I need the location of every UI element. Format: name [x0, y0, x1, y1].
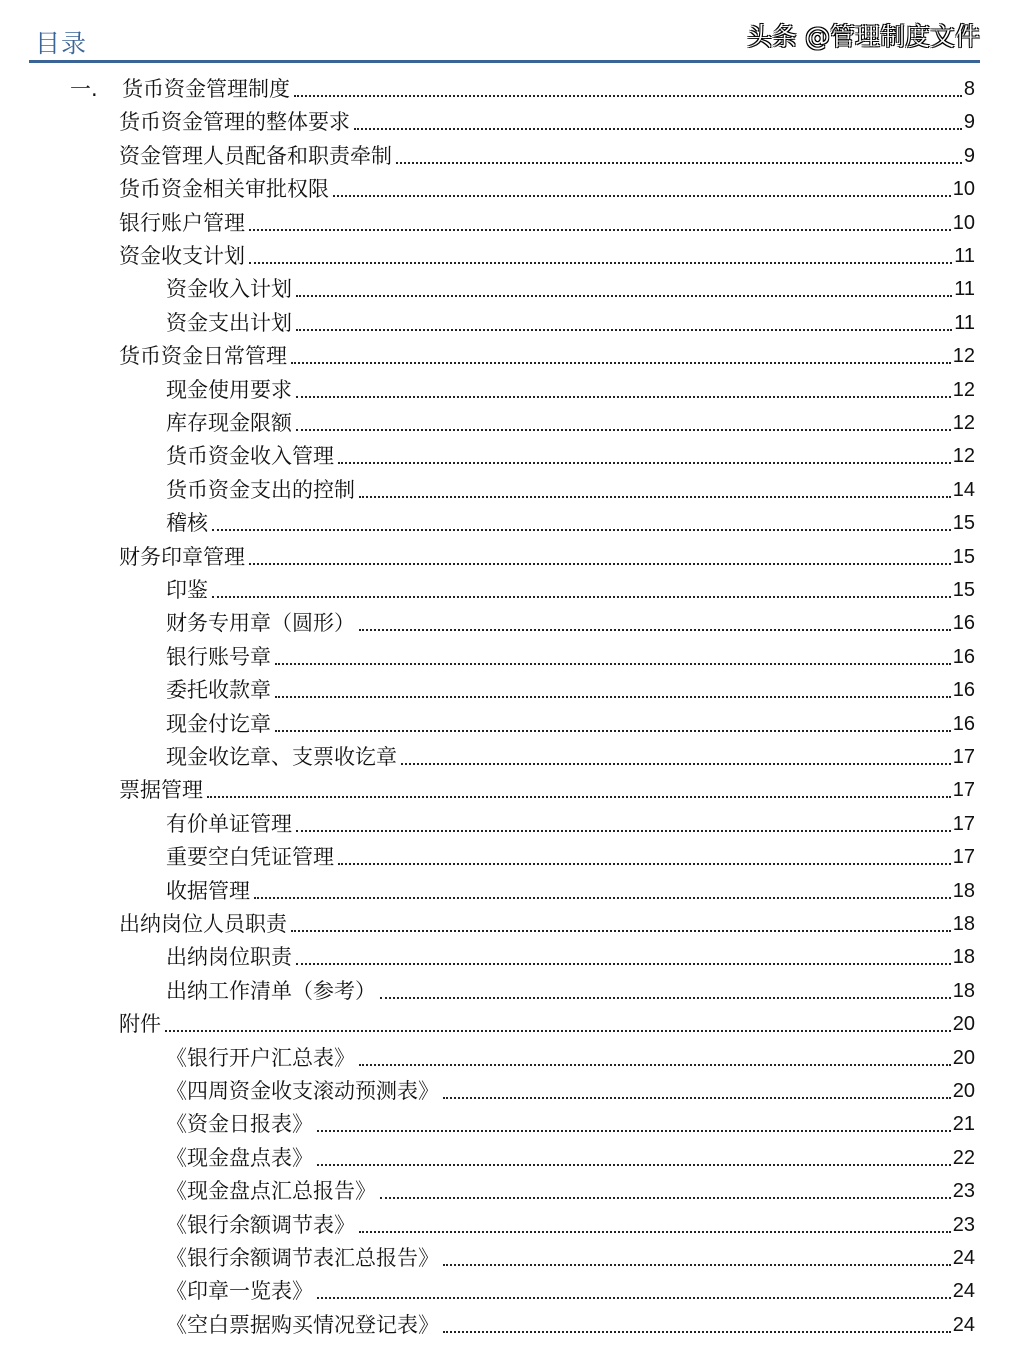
dot-leader [291, 362, 951, 364]
dot-leader [254, 897, 951, 899]
toc-entry-page: 16 [952, 645, 975, 668]
toc-entry-label: 银行账户管理 [119, 210, 245, 235]
dot-leader [443, 1264, 951, 1266]
toc-entry-page: 10 [952, 178, 975, 201]
toc-entry-page: 18 [952, 979, 975, 1002]
toc-entry-page: 24 [952, 1280, 975, 1303]
toc-entry-page: 18 [952, 879, 975, 902]
toc-entry-label: 《空白票据购买情况登记表》 [166, 1312, 439, 1337]
toc-entry-page: 17 [952, 846, 975, 869]
toc-entry-page: 12 [952, 345, 975, 368]
toc-entry-label: 资金收入计划 [166, 277, 292, 302]
toc-entry-number: 一. [70, 77, 98, 101]
toc-entry-page: 16 [952, 612, 975, 635]
dot-leader [317, 1130, 951, 1132]
toc-entry-page: 15 [952, 545, 975, 568]
toc-entry-page: 8 [963, 78, 975, 100]
toc-entry-label: 稽核 [166, 511, 208, 536]
toc-entry-label: 收据管理 [166, 878, 250, 903]
toc-entry[interactable] [166, 1143, 975, 1173]
toc-entry-page: 9 [963, 111, 975, 134]
toc-entry-label: 财务专用章（圆形） [166, 611, 355, 636]
toc-entry[interactable] [166, 1310, 975, 1340]
title-divider [29, 60, 980, 63]
toc-entry[interactable] [119, 141, 975, 171]
toc-entry[interactable] [166, 1276, 975, 1306]
toc-entry-page: 16 [952, 712, 975, 735]
toc-entry-page: 14 [952, 478, 975, 501]
toc-entry-label: 《资金日报表》 [166, 1112, 313, 1137]
toc-entry[interactable] [119, 208, 975, 238]
dot-leader [275, 663, 951, 665]
toc-entry-label: 《四周资金收支滚动预测表》 [166, 1079, 439, 1103]
toc-entry[interactable] [119, 107, 975, 137]
toc-entry-label: 《现金盘点表》 [166, 1145, 313, 1170]
dot-leader [291, 930, 951, 932]
dot-leader [296, 830, 951, 832]
dot-leader [249, 229, 951, 231]
toc-entry-page: 20 [952, 1046, 975, 1069]
toc-entry[interactable] [166, 508, 975, 538]
dot-leader [249, 262, 952, 264]
toc-entry-label: 现金使用要求 [166, 377, 292, 402]
toc-entry[interactable] [166, 608, 975, 638]
toc-entry-page: 12 [952, 412, 975, 434]
toc-entry-label: 《银行余额调节表》 [166, 1212, 355, 1237]
dot-leader [317, 1297, 951, 1299]
dot-leader [296, 963, 951, 965]
dot-leader [396, 162, 962, 164]
toc-entry[interactable] [119, 542, 975, 572]
dot-leader [338, 462, 951, 464]
toc-entry-label: 货币资金日常管理 [119, 344, 287, 369]
dot-leader [294, 95, 962, 97]
toc-entry[interactable] [166, 575, 975, 605]
dot-leader [212, 596, 951, 598]
dot-leader [296, 396, 951, 398]
toc-entry[interactable] [166, 709, 975, 739]
dot-leader [359, 629, 951, 631]
toc-entry-label: 有价单证管理 [166, 811, 292, 836]
dot-leader [296, 429, 951, 431]
dot-leader [380, 997, 951, 999]
dot-leader [359, 1231, 951, 1233]
toc-entry[interactable] [166, 876, 975, 906]
toc-entry-label: 《银行开户汇总表》 [166, 1045, 355, 1070]
toc-entry-label: 附件 [119, 1012, 161, 1037]
toc-entry-label: 货币资金相关审批权限 [119, 177, 329, 202]
toc-entry-label: 现金付讫章 [166, 711, 271, 736]
toc-entry-page: 12 [952, 378, 975, 401]
toc-entry-page: 11 [954, 278, 975, 301]
toc-entry[interactable] [166, 1043, 975, 1073]
watermark: 头条 @管理制度文件 [747, 22, 980, 51]
toc-entry-page: 20 [952, 1013, 975, 1036]
toc-entry-label: 资金收支计划 [119, 244, 245, 268]
toc-entry[interactable] [119, 241, 975, 271]
toc-entry[interactable] [166, 274, 975, 304]
toc-entry[interactable] [166, 809, 975, 839]
toc-entry-label: 货币资金管理的整体要求 [119, 110, 350, 135]
toc-entry[interactable] [166, 642, 975, 672]
dot-leader [333, 195, 951, 197]
dot-leader [249, 563, 951, 565]
toc-entry-page: 17 [952, 746, 975, 768]
toc-entry[interactable] [166, 375, 975, 405]
toc-entry-label: 《银行余额调节表汇总报告》 [166, 1246, 439, 1270]
dot-leader [338, 863, 951, 865]
toc-entry-label: 票据管理 [119, 778, 203, 803]
toc-entry-page: 11 [954, 311, 975, 334]
toc-entry-page: 20 [952, 1080, 975, 1102]
toc-entry-label: 出纳岗位职责 [166, 945, 292, 970]
toc-entry-page: 23 [952, 1213, 975, 1236]
toc-entry-page: 16 [952, 679, 975, 702]
dot-leader [296, 295, 952, 297]
toc-entry[interactable] [166, 675, 975, 705]
toc-entry-page: 18 [952, 913, 975, 935]
toc-entry-label: 现金收讫章、支票收讫章 [166, 745, 397, 769]
toc-entry[interactable] [119, 1009, 975, 1039]
toc-entry-label: 财务印章管理 [119, 544, 245, 569]
toc-entry-label: 《现金盘点汇总报告》 [166, 1179, 376, 1204]
toc-entry-page: 11 [954, 245, 975, 267]
toc-entry[interactable] [70, 74, 975, 104]
toc-entry[interactable] [166, 475, 975, 505]
toc-entry-label: 货币资金收入管理 [166, 444, 334, 469]
toc-entry-label: 印鉴 [166, 578, 208, 602]
toc-title: 目录 [35, 29, 88, 58]
toc-entry-label: 重要空白凭证管理 [166, 845, 334, 870]
toc-entry[interactable] [166, 308, 975, 338]
dot-leader [275, 730, 951, 732]
toc-entry-label: 出纳工作清单（参考） [166, 978, 376, 1003]
dot-leader [165, 1030, 951, 1032]
toc-entry-page: 15 [952, 512, 975, 535]
toc-entry-label: 银行账号章 [166, 644, 271, 669]
dot-leader [359, 496, 951, 498]
toc-entry-page: 12 [952, 445, 975, 468]
toc-entry[interactable] [166, 942, 975, 972]
toc-entry-label: 资金管理人员配备和职责牵制 [119, 143, 392, 168]
dot-leader [401, 763, 951, 765]
toc-entry[interactable] [166, 1109, 975, 1139]
toc-entry[interactable] [119, 775, 975, 805]
dot-leader [354, 128, 962, 130]
toc-entry-page: 24 [952, 1247, 975, 1269]
toc-entry-page: 15 [952, 579, 975, 601]
toc-entry-page: 21 [952, 1113, 975, 1136]
dot-leader [359, 1064, 951, 1066]
toc-entry-label: 出纳岗位人员职责 [119, 912, 287, 936]
toc-entry[interactable] [166, 1243, 975, 1273]
toc-entry[interactable] [166, 976, 975, 1006]
dot-leader [317, 1164, 951, 1166]
toc-entry[interactable] [166, 441, 975, 471]
dot-leader [296, 329, 952, 331]
toc-entry-page: 9 [963, 144, 975, 167]
toc-entry[interactable] [166, 1176, 975, 1206]
toc-entry[interactable] [166, 408, 975, 438]
dot-leader [380, 1197, 951, 1199]
dot-leader [443, 1097, 951, 1099]
toc-entry-label: 资金支出计划 [166, 310, 292, 335]
toc-entry[interactable] [166, 842, 975, 872]
toc-entry-page: 10 [952, 211, 975, 234]
dot-leader [212, 529, 951, 531]
toc-entry[interactable] [119, 174, 975, 204]
toc-entry-label: 货币资金管理制度 [122, 77, 290, 101]
toc-entry[interactable] [166, 1076, 975, 1106]
toc-entry-page: 17 [952, 779, 975, 802]
toc-entry-label: 委托收款章 [166, 678, 271, 703]
toc-entry-page: 17 [952, 812, 975, 835]
toc-entry[interactable] [166, 1210, 975, 1240]
dot-leader [207, 796, 951, 798]
toc-entry-page: 18 [952, 946, 975, 969]
toc-entry-page: 22 [952, 1146, 975, 1169]
dot-leader [443, 1331, 951, 1333]
toc-entry-page: 24 [952, 1313, 975, 1336]
toc-entry-label: 《印章一览表》 [166, 1279, 313, 1304]
dot-leader [275, 696, 951, 698]
toc-entry[interactable] [119, 909, 975, 939]
toc-entry-page: 23 [952, 1180, 975, 1203]
toc-entry[interactable] [119, 341, 975, 371]
toc-entry[interactable] [166, 742, 975, 772]
toc-entry-label: 库存现金限额 [166, 411, 292, 435]
toc-entry-label: 货币资金支出的控制 [166, 477, 355, 502]
